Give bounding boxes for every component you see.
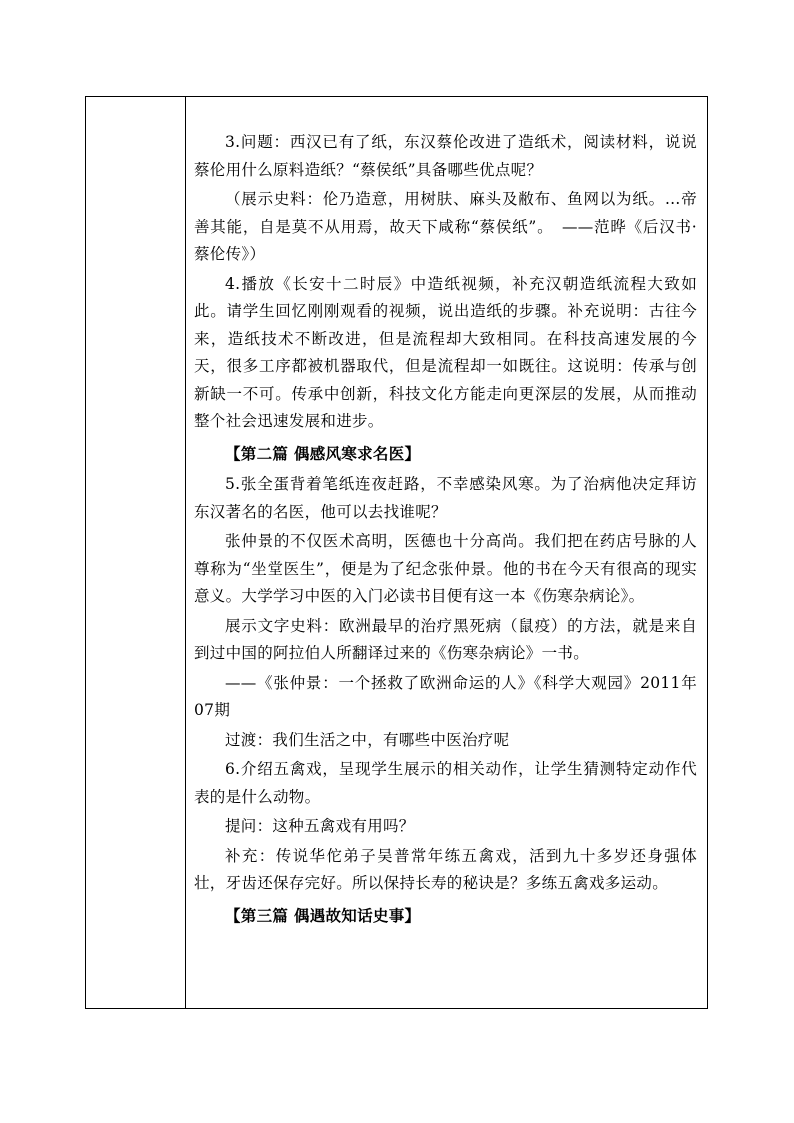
paragraph-question-5: 5.张全蛋背着笔纸连夜赶路，不幸感染风寒。为了治病他决定拜访东汉著名的名医，他可以去找谁呢？ <box>194 475 697 521</box>
paragraph-question-3: 3.问题：西汉已有了纸，东汉蔡伦改进了造纸术，阅读材料，说说蔡伦用什么原料造纸？“蔡侯纸”具备哪些优点呢？ <box>194 133 697 179</box>
table-left-column <box>86 97 186 1008</box>
paragraph-supplement: 补充：传说华佗弟子吴普常年练五禽戏，活到九十多岁还身强体壮，牙齿还保存完好。所以保持长寿的秘诀是？多练五禽戏多运动。 <box>194 846 697 892</box>
paragraph-historical-source: （展示史料：伦乃造意，用树肤、麻头及敝布、鱼网以为纸。…帝善其能，自是莫不从用焉，故天下咸称“蔡侯纸”。 ——范晔《后汉书·蔡伦传》） <box>194 190 697 263</box>
paragraph-video-4: 4.播放《长安十二时辰》中造纸视频，补充汉朝造纸流程大致如此。请学生回忆刚刚观看的视频，说出造纸的步骤。补充说明：古往今来，造纸技术不断改进，但是流程却大致相同。在科技高速发展的今天，很多工序都被机器取代，但是流程却一如既往。这说明：传承与创新缺一不可。传承中创新，科技文化方能走向更深层的发展，从而推动整个社会迅速发展和进步。 <box>194 274 697 430</box>
paragraph-zhang-zhongjing: 张仲景的不仅医术高明，医德也十分高尚。我们把在药店号脉的人尊称为“坐堂医生”，便是为了纪念张仲景。他的书在今天有很高的现实意义。大学学习中医的入门必读书目便有这一本《伤寒杂病论》。 <box>194 532 697 605</box>
section-heading-part-3: 【第三篇 偶遇故知话史事】 <box>225 905 421 925</box>
section-heading-part-2: 【第二篇 偶感风寒求名医】 <box>225 443 421 463</box>
paragraph-text-source: 展示文字史料：欧洲最早的治疗黑死病（鼠疫）的方法，就是来自到过中国的阿拉伯人所翻译过来的《伤寒杂病论》一书。 <box>194 616 697 662</box>
lesson-content <box>194 129 697 933</box>
paragraph-citation: ——《张仲景：一个拯救了欧洲命运的人》《科学大观园》2011年07期 <box>194 673 697 719</box>
paragraph-wuqinxi-6: 6.介绍五禽戏，呈现学生展示的相关动作，让学生猜测特定动作代表的是什么动物。 <box>194 760 697 806</box>
lesson-table <box>85 96 708 1009</box>
paragraph-transition: 过渡：我们生活之中，有哪些中医治疗呢 <box>225 730 510 749</box>
table-right-column <box>186 97 707 1008</box>
paragraph-question-useful: 提问：这种五禽戏有用吗？ <box>225 817 415 835</box>
